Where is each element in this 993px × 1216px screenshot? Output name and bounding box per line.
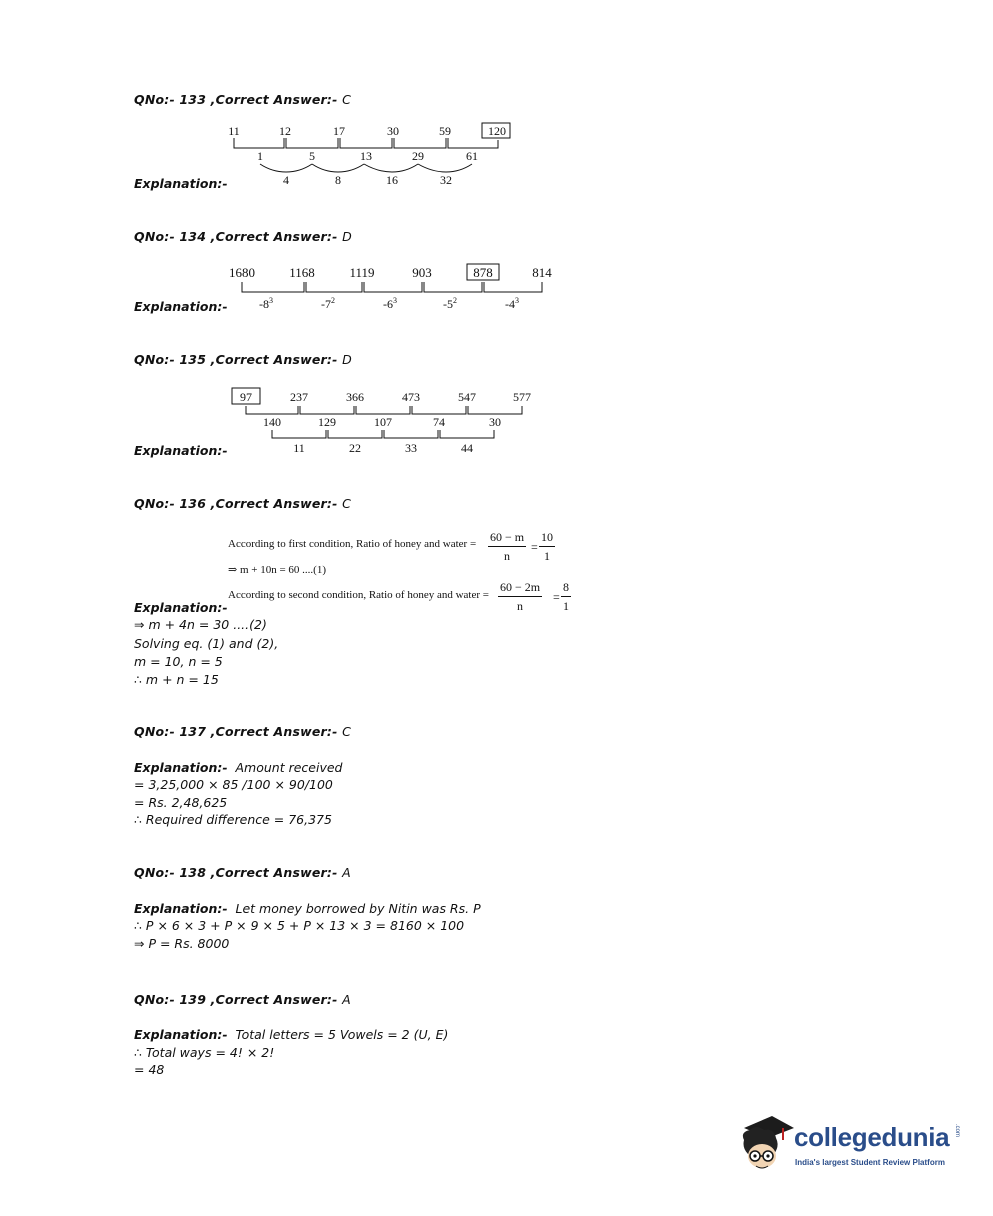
explanation-label: Explanation:- <box>134 176 228 191</box>
question-heading: QNo:- 138 ,Correct Answer:- A <box>134 865 351 880</box>
series-term: 903 <box>412 265 432 280</box>
explanation-line: ∴ Required difference = 76,375 <box>134 812 332 827</box>
question-heading: QNo:- 137 ,Correct Answer:- C <box>134 724 352 739</box>
explanation-line: ⇒ P = Rs. 8000 <box>134 936 230 951</box>
explanation-label: Explanation:- <box>134 443 228 458</box>
q134-difference-diagram <box>222 260 562 318</box>
fraction: $\frac{60 - m}{n}$ <box>490 530 525 563</box>
brand-name: collegedunia <box>794 1122 950 1152</box>
explanation-line: = 48 <box>134 1062 165 1077</box>
collegedunia-logo <box>734 1110 974 1180</box>
first-difference: 74 <box>433 415 445 429</box>
question-heading: QNo:- 135 ,Correct Answer:- D <box>134 352 352 367</box>
second-difference: 11 <box>293 441 305 455</box>
explanation-line: ⇒ m + 4n = 30 ....(2) <box>134 617 267 632</box>
explanation-line: = Rs. 2,48,625 <box>134 795 228 810</box>
second-difference: 33 <box>405 441 417 455</box>
difference-term: $-5^2$ <box>443 296 457 311</box>
first-difference: 5 <box>309 149 315 163</box>
first-difference: 140 <box>263 415 281 429</box>
series-term: 577 <box>513 390 531 404</box>
q133-difference-diagram <box>220 120 520 192</box>
q135-difference-diagram <box>226 384 546 460</box>
explanation-line: ∴ Total ways = 4! × 2! <box>134 1045 275 1060</box>
series-term: 59 <box>439 124 451 138</box>
brand-tld: .com <box>954 1124 960 1138</box>
equals-sign: = <box>553 590 560 604</box>
explanation-first-line: Explanation:- Total letters = 5 Vowels = 2 (U, E) <box>134 1027 449 1042</box>
difference-term: $-6^3$ <box>383 296 397 311</box>
explanation-label: Explanation:- <box>134 600 228 615</box>
second-difference: 32 <box>440 173 452 187</box>
question-heading: QNo:- 136 ,Correct Answer:- C <box>134 496 352 511</box>
series-term: 366 <box>346 390 364 404</box>
series-term: 1168 <box>289 265 315 280</box>
question-heading: QNo:- 134 ,Correct Answer:- D <box>134 229 352 244</box>
series-term: 547 <box>458 390 476 404</box>
series-term: 30 <box>387 124 399 138</box>
condition-text: According to second condition, Ratio of honey and water = <box>228 589 489 601</box>
second-difference: 8 <box>335 173 341 187</box>
condition-text: According to first condition, Ratio of honey and water = <box>228 538 477 550</box>
fraction: $\frac{60 - 2m}{n}$ <box>500 580 541 613</box>
question-heading: QNo:- 133 ,Correct Answer:- C <box>134 92 352 107</box>
first-difference: 1 <box>257 149 263 163</box>
series-answer-boxed: 97 <box>240 390 252 404</box>
first-difference: 30 <box>489 415 501 429</box>
series-term: 1680 <box>229 265 255 280</box>
brand-tagline: India's largest Student Review Platform <box>795 1158 945 1167</box>
second-difference: 22 <box>349 441 361 455</box>
difference-term: $-8^3$ <box>259 296 273 311</box>
ratio-fraction: $\frac{10}{1}$ <box>541 530 553 563</box>
ratio-fraction: $\frac{8}{1}$ <box>563 580 569 613</box>
series-term: 12 <box>279 124 291 138</box>
first-difference: 129 <box>318 415 336 429</box>
series-term: 473 <box>402 390 420 404</box>
first-difference: 29 <box>412 149 424 163</box>
explanation-line: = 3,25,000 × 85 /100 × 90/100 <box>134 777 333 792</box>
second-difference: 16 <box>386 173 398 187</box>
explanation-first-line: Explanation:- Amount received <box>134 760 343 775</box>
second-difference: 44 <box>461 441 473 455</box>
series-term: 237 <box>290 390 308 404</box>
equation-step: ⇒ m + 10n = 60 ....(1) <box>228 564 327 576</box>
series-term: 17 <box>333 124 345 138</box>
question-heading: QNo:- 139 ,Correct Answer:- A <box>134 992 351 1007</box>
series-term: 814 <box>532 265 552 280</box>
mascot-icon <box>734 1110 794 1180</box>
explanation-line: Solving eq. (1) and (2), <box>134 636 279 651</box>
second-difference: 4 <box>283 173 289 187</box>
explanation-line: ∴ m + n = 15 <box>134 672 219 687</box>
difference-term: $-7^2$ <box>321 296 335 311</box>
explanation-first-line: Explanation:- Let money borrowed by Nitin was Rs. P <box>134 901 481 916</box>
explanation-label: Explanation:- <box>134 299 228 314</box>
explanation-line: ∴ P × 6 × 3 + P × 9 × 5 + P × 13 × 3 = 8160 × 100 <box>134 918 465 933</box>
series-term: 11 <box>228 124 240 138</box>
series-answer-boxed: 120 <box>488 124 506 138</box>
series-term: 1119 <box>349 265 375 280</box>
first-difference: 61 <box>466 149 478 163</box>
series-answer-boxed: 878 <box>473 265 493 280</box>
difference-term: $-4^3$ <box>505 296 519 311</box>
first-difference: 13 <box>360 149 372 163</box>
equals-sign: = <box>531 540 538 554</box>
first-difference: 107 <box>374 415 392 429</box>
explanation-line: m = 10, n = 5 <box>134 654 223 669</box>
